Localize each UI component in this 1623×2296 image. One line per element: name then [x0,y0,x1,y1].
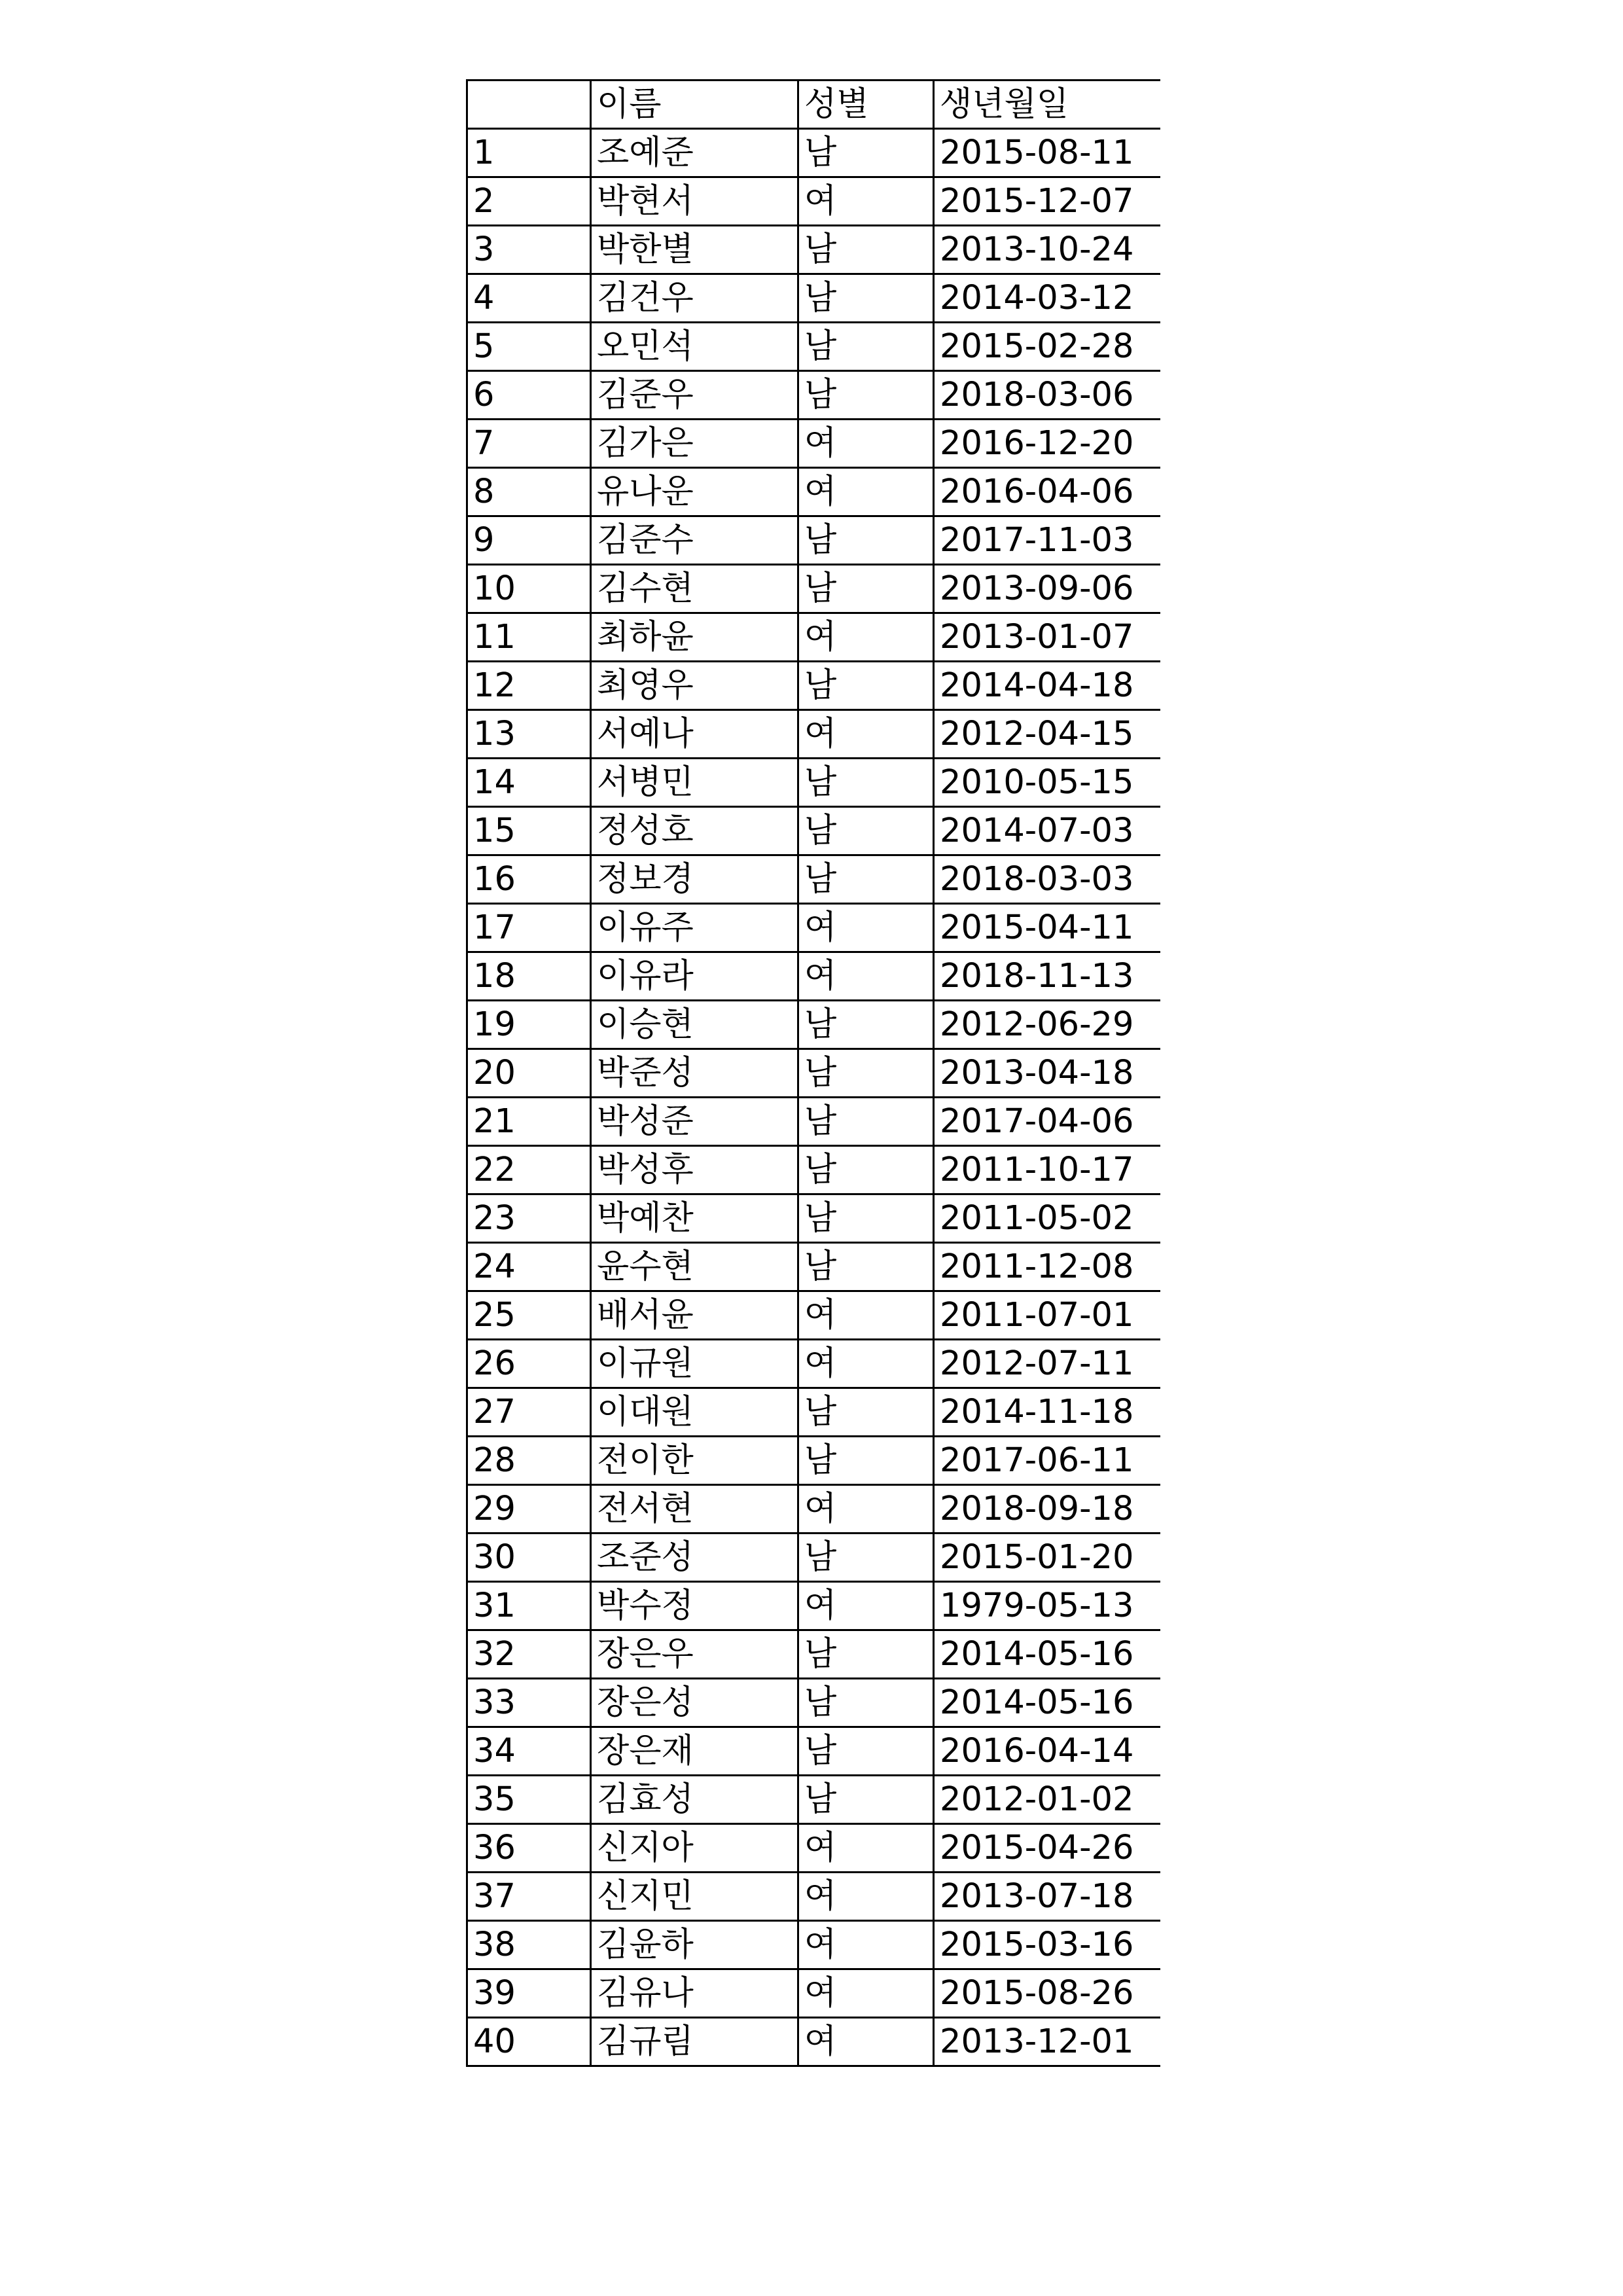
birthdate-cell: 2018-03-06 [934,371,1160,420]
birthdate-cell: 2014-11-18 [934,1388,1160,1437]
table-row [467,807,1160,855]
name-cell: 박예찬 [591,1194,798,1243]
row-number-cell: 18 [467,952,591,1001]
row-number-cell: 32 [467,1630,591,1679]
row-number-cell: 26 [467,1340,591,1388]
name-cell: 서예나 [591,710,798,759]
gender-cell: 남 [798,274,934,323]
gender-cell: 남 [798,226,934,274]
gender-cell: 남 [798,662,934,710]
roster-body [467,129,1160,2066]
header-cell-name: 이름 [591,81,798,129]
name-cell: 신지아 [591,1824,798,1873]
birthdate-cell: 2011-12-08 [934,1243,1160,1291]
gender-cell: 남 [798,371,934,420]
row-number-cell: 19 [467,1001,591,1049]
table-row [467,1291,1160,1340]
row-number-cell: 13 [467,710,591,759]
name-cell: 오민석 [591,323,798,371]
gender-cell: 남 [798,807,934,855]
name-cell: 신지민 [591,1873,798,1921]
gender-cell: 남 [798,129,934,177]
row-number-cell: 12 [467,662,591,710]
table-row [467,1727,1160,1776]
gender-cell: 남 [798,1534,934,1582]
name-cell: 최영우 [591,662,798,710]
row-number-cell: 33 [467,1679,591,1727]
birthdate-cell: 2014-05-16 [934,1679,1160,1727]
birthdate-cell: 2012-04-15 [934,710,1160,759]
table-row [467,855,1160,904]
gender-cell: 여 [798,1485,934,1534]
name-cell: 윤수현 [591,1243,798,1291]
row-number-cell: 8 [467,468,591,516]
table-row [467,371,1160,420]
row-number-cell: 38 [467,1921,591,1969]
name-cell: 이유주 [591,904,798,952]
row-number-cell: 30 [467,1534,591,1582]
table-row [467,1630,1160,1679]
table-row [467,1243,1160,1291]
gender-cell: 남 [798,1243,934,1291]
gender-cell: 여 [798,177,934,226]
row-number-cell: 7 [467,420,591,468]
birthdate-cell: 2016-04-06 [934,468,1160,516]
name-cell: 박현서 [591,177,798,226]
table-row [467,662,1160,710]
name-cell: 김준수 [591,516,798,565]
row-number-cell: 27 [467,1388,591,1437]
birthdate-cell: 2018-03-03 [934,855,1160,904]
row-number-cell: 11 [467,613,591,662]
birthdate-cell: 2012-07-11 [934,1340,1160,1388]
name-cell: 김유나 [591,1969,798,2018]
row-number-cell: 15 [467,807,591,855]
table-row [467,1340,1160,1388]
name-cell: 정보경 [591,855,798,904]
gender-cell: 여 [798,2018,934,2066]
gender-cell: 여 [798,1873,934,1921]
row-number-cell: 24 [467,1243,591,1291]
birthdate-cell: 2017-06-11 [934,1437,1160,1485]
gender-cell: 남 [798,1679,934,1727]
row-number-cell: 36 [467,1824,591,1873]
header-row [467,81,1160,129]
birthdate-cell: 2013-09-06 [934,565,1160,613]
table-row [467,1049,1160,1098]
gender-cell: 남 [798,1146,934,1194]
row-number-cell: 4 [467,274,591,323]
row-number-cell: 20 [467,1049,591,1098]
row-number-cell: 23 [467,1194,591,1243]
name-cell: 서병민 [591,759,798,807]
name-cell: 전이한 [591,1437,798,1485]
table-row [467,1582,1160,1630]
table-row [467,1679,1160,1727]
name-cell: 이대원 [591,1388,798,1437]
table-row [467,1485,1160,1534]
gender-cell: 여 [798,468,934,516]
table-row [467,468,1160,516]
birthdate-cell: 2015-08-11 [934,129,1160,177]
name-cell: 박준성 [591,1049,798,1098]
birthdate-cell: 2015-12-07 [934,177,1160,226]
gender-cell: 여 [798,1824,934,1873]
birthdate-cell: 2012-06-29 [934,1001,1160,1049]
gender-cell: 남 [798,1098,934,1146]
name-cell: 박한별 [591,226,798,274]
table-row [467,1824,1160,1873]
name-cell: 이승현 [591,1001,798,1049]
table-row [467,1921,1160,1969]
row-number-cell: 9 [467,516,591,565]
birthdate-cell: 2015-08-26 [934,1969,1160,2018]
row-number-cell: 29 [467,1485,591,1534]
birthdate-cell: 2015-04-11 [934,904,1160,952]
birthdate-cell: 2012-01-02 [934,1776,1160,1824]
gender-cell: 여 [798,613,934,662]
table-row [467,1001,1160,1049]
name-cell: 장은성 [591,1679,798,1727]
table-row [467,1873,1160,1921]
gender-cell: 남 [798,1776,934,1824]
name-cell: 김가은 [591,420,798,468]
birthdate-cell: 2010-05-15 [934,759,1160,807]
birthdate-cell: 2011-10-17 [934,1146,1160,1194]
row-number-cell: 14 [467,759,591,807]
row-number-cell: 5 [467,323,591,371]
row-number-cell: 22 [467,1146,591,1194]
table-row [467,613,1160,662]
birthdate-cell: 2016-12-20 [934,420,1160,468]
table-row [467,323,1160,371]
name-cell: 김윤하 [591,1921,798,1969]
birthdate-cell: 2017-11-03 [934,516,1160,565]
gender-cell: 남 [798,759,934,807]
birthdate-cell: 2014-03-12 [934,274,1160,323]
gender-cell: 여 [798,710,934,759]
gender-cell: 남 [798,516,934,565]
table-row [467,1146,1160,1194]
birthdate-cell: 2018-11-13 [934,952,1160,1001]
row-number-cell: 37 [467,1873,591,1921]
gender-cell: 남 [798,855,934,904]
table-row [467,1776,1160,1824]
birthdate-cell: 2015-03-16 [934,1921,1160,1969]
birthdate-cell: 2015-01-20 [934,1534,1160,1582]
row-number-cell: 16 [467,855,591,904]
name-cell: 조준성 [591,1534,798,1582]
gender-cell: 남 [798,1437,934,1485]
gender-cell: 여 [798,1921,934,1969]
gender-cell: 여 [798,952,934,1001]
row-number-cell: 1 [467,129,591,177]
gender-cell: 여 [798,1582,934,1630]
birthdate-cell: 2015-02-28 [934,323,1160,371]
birthdate-cell: 2013-01-07 [934,613,1160,662]
row-number-cell: 34 [467,1727,591,1776]
birthdate-cell: 2013-07-18 [934,1873,1160,1921]
name-cell: 전서현 [591,1485,798,1534]
birthdate-cell: 2016-04-14 [934,1727,1160,1776]
name-cell: 박성후 [591,1146,798,1194]
table-row [467,1534,1160,1582]
header-cell-number [467,81,591,129]
row-number-cell: 25 [467,1291,591,1340]
row-number-cell: 35 [467,1776,591,1824]
gender-cell: 남 [798,1001,934,1049]
row-number-cell: 17 [467,904,591,952]
table-row [467,516,1160,565]
name-cell: 유나운 [591,468,798,516]
birthdate-cell: 2014-05-16 [934,1630,1160,1679]
gender-cell: 남 [798,1727,934,1776]
row-number-cell: 21 [467,1098,591,1146]
gender-cell: 여 [798,420,934,468]
name-cell: 조예준 [591,129,798,177]
row-number-cell: 28 [467,1437,591,1485]
table-row [467,274,1160,323]
header-cell-gender: 성별 [798,81,934,129]
name-cell: 이규원 [591,1340,798,1388]
table-row [467,904,1160,952]
row-number-cell: 3 [467,226,591,274]
gender-cell: 여 [798,1340,934,1388]
birthdate-cell: 2013-10-24 [934,226,1160,274]
row-number-cell: 40 [467,2018,591,2066]
table-row [467,1388,1160,1437]
name-cell: 장은재 [591,1727,798,1776]
name-cell: 김수현 [591,565,798,613]
birthdate-cell: 2015-04-26 [934,1824,1160,1873]
name-cell: 이유라 [591,952,798,1001]
gender-cell: 남 [798,1049,934,1098]
name-cell: 김건우 [591,274,798,323]
birthdate-cell: 2014-04-18 [934,662,1160,710]
birthdate-cell: 2018-09-18 [934,1485,1160,1534]
birthdate-cell: 2017-04-06 [934,1098,1160,1146]
roster-table [466,79,1160,2067]
table-row [467,710,1160,759]
table-row [467,1194,1160,1243]
birthdate-cell: 2013-12-01 [934,2018,1160,2066]
table-row [467,177,1160,226]
row-number-cell: 10 [467,565,591,613]
row-number-cell: 2 [467,177,591,226]
gender-cell: 남 [798,1194,934,1243]
table-row [467,1969,1160,2018]
birthdate-cell: 2013-04-18 [934,1049,1160,1098]
birthdate-cell: 2014-07-03 [934,807,1160,855]
table-row [467,759,1160,807]
gender-cell: 남 [798,323,934,371]
table-row [467,1437,1160,1485]
name-cell: 박성준 [591,1098,798,1146]
gender-cell: 남 [798,1630,934,1679]
gender-cell: 여 [798,904,934,952]
birthdate-cell: 1979-05-13 [934,1582,1160,1630]
roster-sheet [466,79,1160,2067]
table-row [467,226,1160,274]
table-row [467,420,1160,468]
name-cell: 김규림 [591,2018,798,2066]
row-number-cell: 6 [467,371,591,420]
gender-cell: 남 [798,1388,934,1437]
table-row [467,129,1160,177]
name-cell: 김효성 [591,1776,798,1824]
gender-cell: 남 [798,565,934,613]
name-cell: 배서윤 [591,1291,798,1340]
table-row [467,1098,1160,1146]
birthdate-cell: 2011-05-02 [934,1194,1160,1243]
row-number-cell: 39 [467,1969,591,2018]
birthdate-cell: 2011-07-01 [934,1291,1160,1340]
name-cell: 정성호 [591,807,798,855]
table-row [467,2018,1160,2066]
table-row [467,565,1160,613]
name-cell: 장은우 [591,1630,798,1679]
gender-cell: 여 [798,1291,934,1340]
name-cell: 김준우 [591,371,798,420]
row-number-cell: 31 [467,1582,591,1630]
name-cell: 최하윤 [591,613,798,662]
name-cell: 박수정 [591,1582,798,1630]
table-row [467,952,1160,1001]
gender-cell: 여 [798,1969,934,2018]
header-cell-birthdate: 생년월일 [934,81,1160,129]
